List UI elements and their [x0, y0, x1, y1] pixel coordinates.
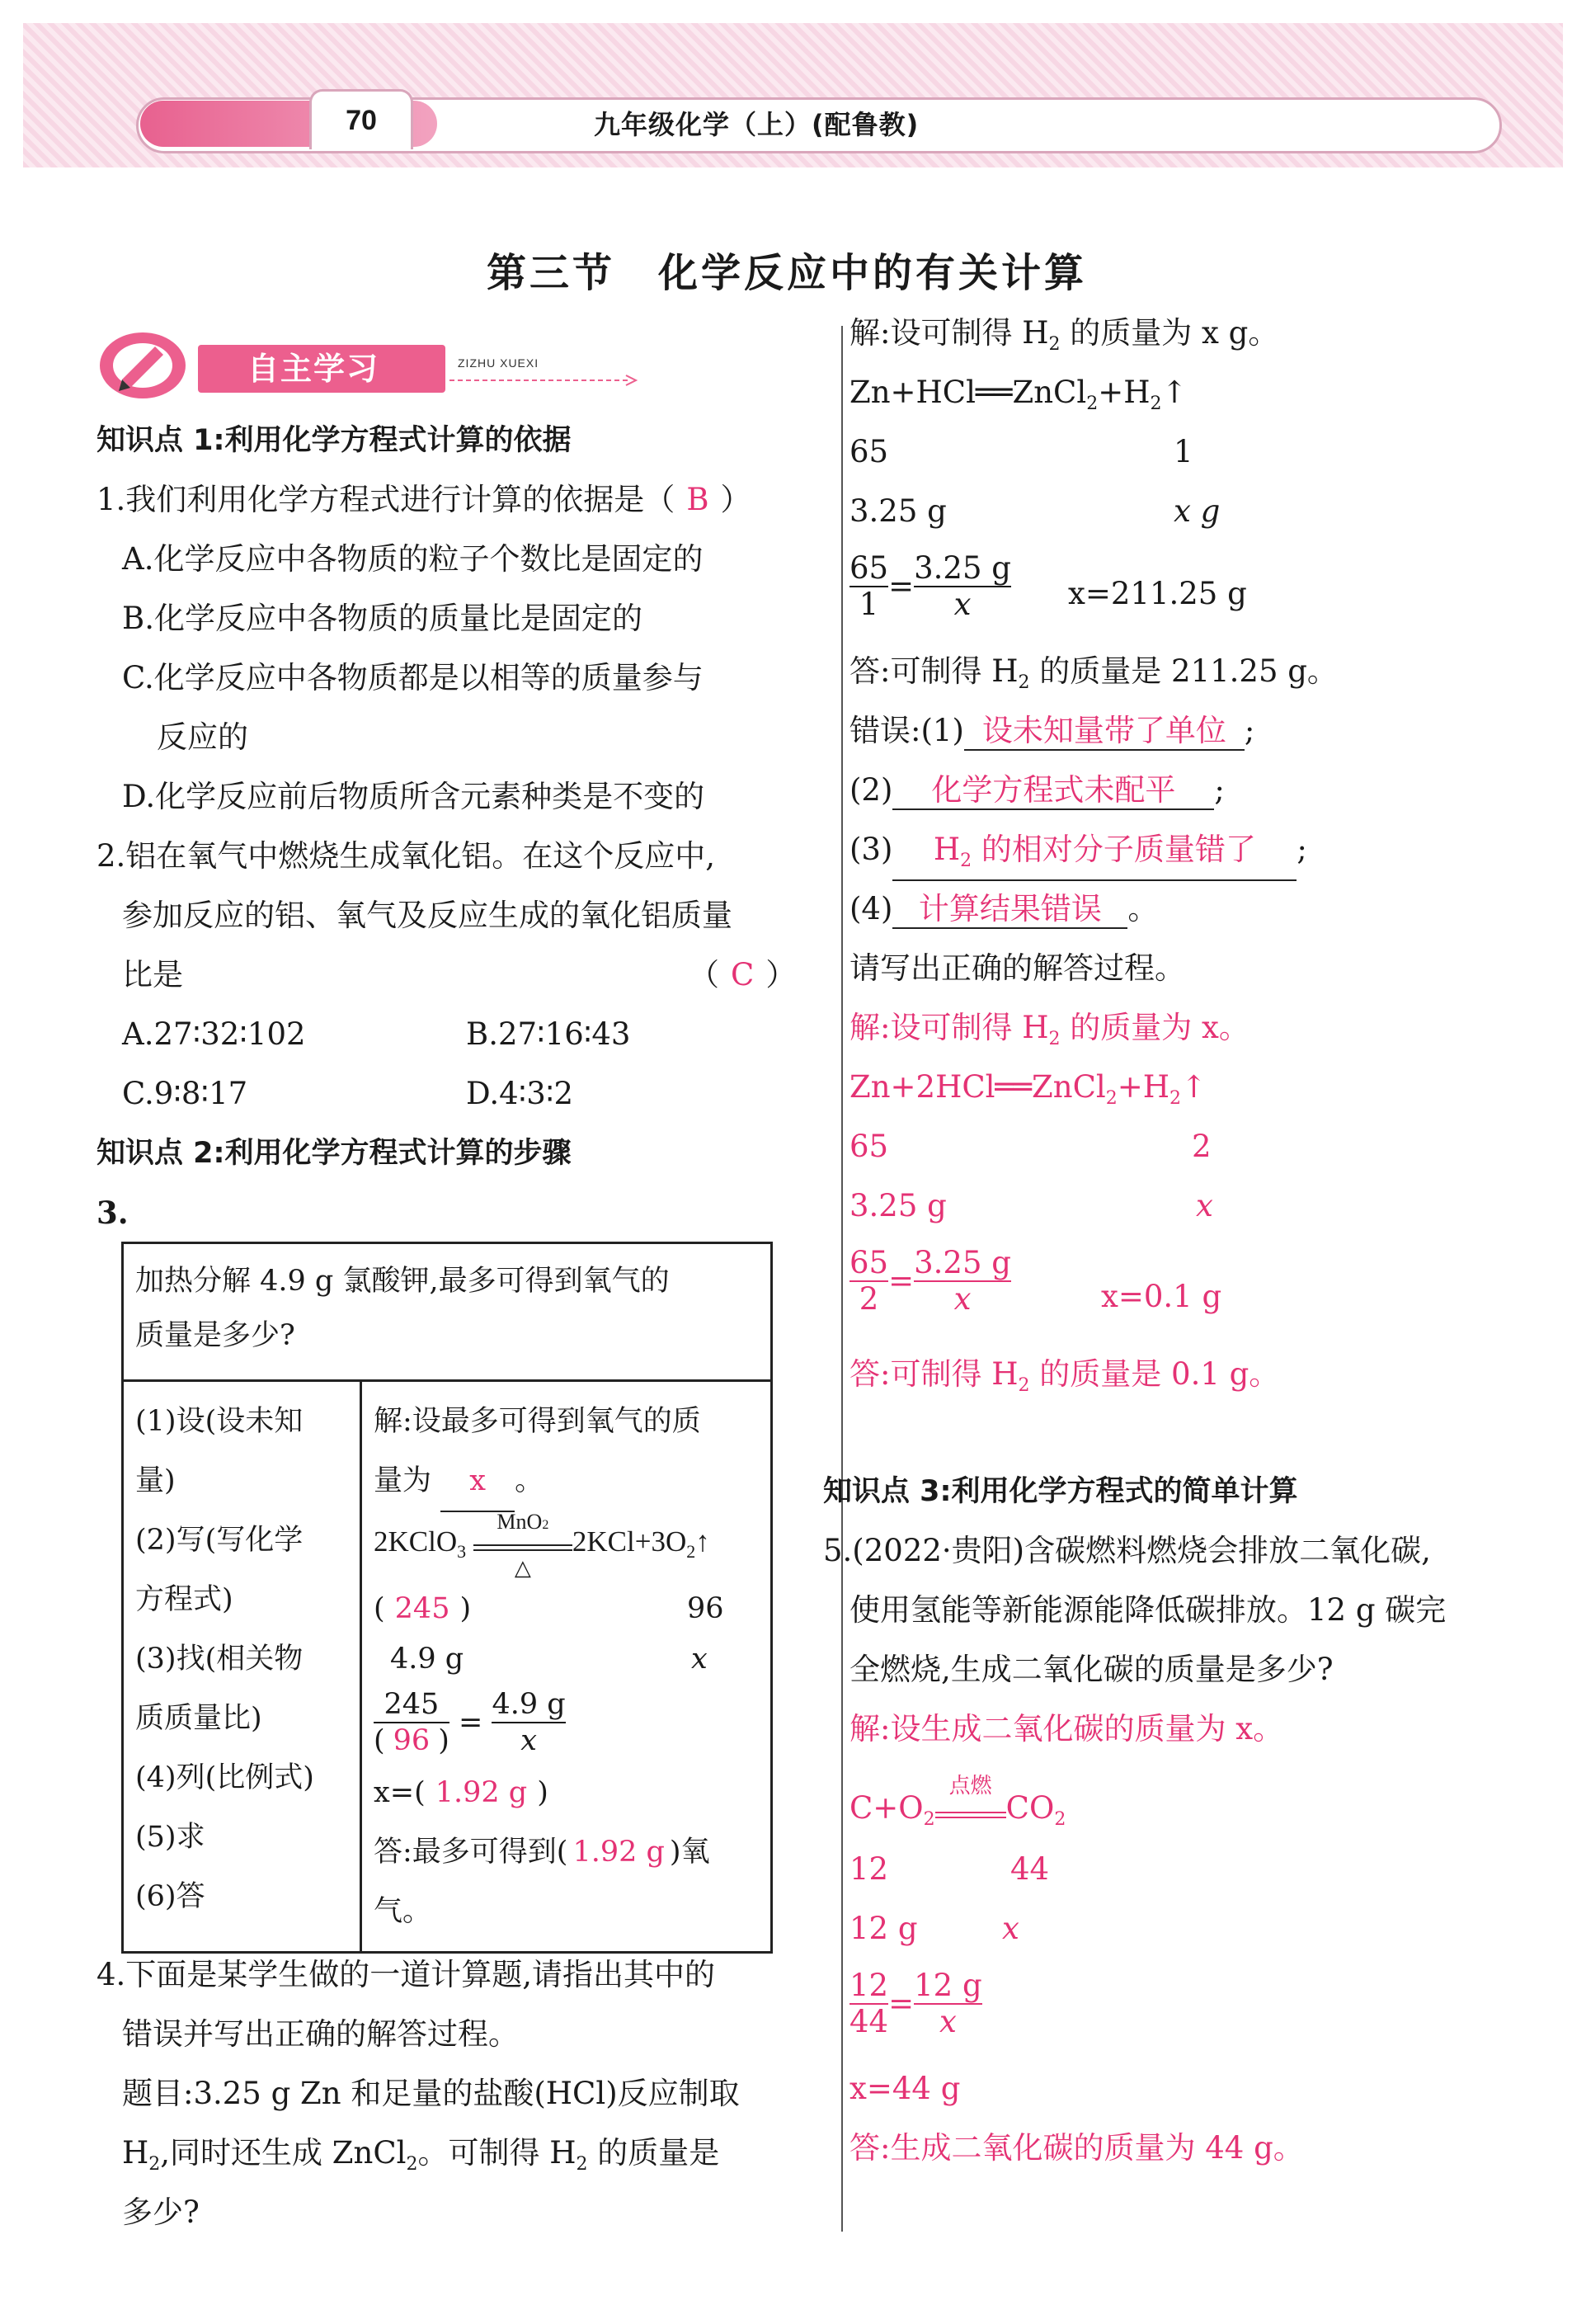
q3-step: (4)列(比例式): [135, 1761, 314, 1794]
q5-answer: 答:生成二氧化碳的质量为 44 g。: [849, 2130, 1304, 2166]
wrong-proportion: $\frac{65}{1}$ = $\frac{3.25 g}{x}$: [849, 550, 1011, 622]
wrong-mass-2: 1: [1174, 434, 1193, 469]
q3-step: 质质量比): [135, 1702, 262, 1735]
q1-stem: 1.我们利用化学方程式进行计算的依据是（ B ）: [96, 482, 751, 517]
q2-line2: 参加反应的铝、氧气及反应生成的氧化铝质量: [122, 898, 732, 933]
q5-given: 12 g: [849, 1911, 918, 1946]
badge-pinyin: ZIZHU XUEXI: [458, 356, 539, 370]
column-divider: [841, 326, 843, 2232]
q3-condition: MnO2 △: [473, 1530, 572, 1551]
wrong-l1: 解:设可制得 $H_2$ 的质量为 x g。: [849, 315, 1279, 355]
q2-option-a: A.27∶32∶102: [122, 1016, 306, 1052]
error-2: (2) 化学方程式未配平 ;: [849, 772, 1225, 810]
q3-problem-cell: [123, 1243, 772, 1381]
q1-option-d: D.化学反应前后物质所含元素种类是不变的: [122, 779, 705, 814]
q3-x-answer: x: [440, 1451, 515, 1512]
q5-solution-l1: 解:设生成二氧化碳的质量为 x。: [849, 1711, 1284, 1747]
wrong-given: 3.25 g: [849, 493, 947, 529]
q3-problem-l2: 质量是多少?: [135, 1319, 295, 1352]
book-title: 九年级化学（上）(配鲁教): [594, 109, 920, 140]
q4-line2: 错误并写出正确的解答过程。: [122, 2016, 519, 2052]
q5-line2: 使用氢能等新能源能降低碳排放。12 g 碳完: [849, 1592, 1447, 1628]
q5-line3: 全燃烧,生成二氧化碳的质量是多少?: [849, 1652, 1334, 1687]
q1-option-c-cont: 反应的: [157, 719, 248, 755]
error-1: 错误:(1) 设未知量带了单位 ;: [849, 713, 1254, 751]
q3-mass-answer: 245: [394, 1592, 450, 1625]
q3-number: 3.: [96, 1195, 129, 1231]
q5-result: x=44 g: [849, 2071, 961, 2106]
error-3: (3) $H_2$ 的相对分子质量错了 ;: [849, 832, 1307, 881]
wrong-equation: $Zn+HCl══ZnCl_2+H_2↑$: [849, 375, 1188, 414]
wrong-answer: 答:可制得 $H_2$ 的质量是 211.25 g。: [849, 653, 1338, 693]
q4-line5: 多少?: [122, 2194, 200, 2230]
q5-line1: 5.(2022·贵阳)含碳燃料燃烧会排放二氧化碳,: [823, 1533, 1431, 1568]
q4-line1: 4.下面是某学生做的一道计算题,请指出其中的: [96, 1957, 716, 1992]
q5-proportion: $\frac{12}{44}$ = $\frac{12 g}{x}$: [849, 1968, 982, 2039]
wrong-unknown: x g: [1174, 493, 1221, 529]
k2-heading: 知识点 2:利用化学方程式计算的步骤: [96, 1137, 572, 1170]
wrong-mass-1: 65: [849, 434, 889, 469]
q3-step: 量): [135, 1464, 176, 1497]
q3-step: 方程式): [135, 1583, 233, 1616]
q3-equation: 2KClO$_3$ MnO2 △ $2KCl+3O_2↑$: [374, 1510, 710, 1580]
q2-answer-bracket: （ C ）: [689, 957, 797, 992]
q3-problem-l1: 加热分解 4.9 g 氯酸钾,最多可得到氧气的: [135, 1265, 670, 1298]
q2-option-c: C.9∶8∶17: [122, 1076, 248, 1111]
q3-steps-cell: [123, 1381, 361, 1953]
q3-sol-l1: 解:设最多可得到氧气的质: [374, 1405, 701, 1438]
correct-mass-1: 65: [849, 1129, 889, 1164]
q4-line3: 题目:3.25 g Zn 和足量的盐酸(HCl)反应制取: [122, 2076, 740, 2111]
q1-option-a: A.化学反应中各物质的粒子个数比是固定的: [122, 541, 704, 577]
wrong-result: x=211.25 g: [1068, 576, 1247, 611]
page-number: 70: [309, 89, 413, 149]
correct-prompt: 请写出正确的解答过程。: [849, 950, 1185, 986]
q3-step: (5)求: [135, 1821, 205, 1854]
q1-option-b: B.化学反应中各物质的质量比是固定的: [122, 601, 642, 636]
correct-proportion: $\frac{65}{2}$ = $\frac{3.25 g}{x}$: [849, 1245, 1011, 1317]
correct-mass-2: 2: [1192, 1129, 1212, 1164]
q1-option-c: C.化学反应中各物质都是以相等的质量参与: [122, 660, 704, 695]
correct-equation: $Zn+2HCl══ZnCl_2+H_2↑$: [849, 1069, 1207, 1109]
q3-step: (6)答: [135, 1880, 205, 1913]
q5-mass-2: 44: [1010, 1851, 1050, 1887]
error-4: (4) 计算结果错误 。: [849, 891, 1158, 929]
correct-l1: 解:设可制得 $H_2$ 的质量为 x。: [849, 1010, 1250, 1049]
q3-result: x=( 1.92 g ): [374, 1776, 548, 1809]
q2-line3: 比是: [122, 957, 183, 992]
correct-given: 3.25 g: [849, 1188, 947, 1223]
q3-solution-cell: [361, 1381, 772, 1953]
badge-label: 自主学习: [247, 351, 380, 387]
k1-heading: 知识点 1:利用化学方程式计算的依据: [96, 424, 572, 457]
q2-option-b: B.27∶16∶43: [466, 1016, 631, 1052]
q3-proportion: $\frac{245}{( 96 )}$ = $\frac{4.9 g}{x}$: [374, 1688, 566, 1757]
q3-table: [121, 1242, 773, 1954]
q3-answer: 答:最多可得到( 1.92 g )氧气。: [374, 1836, 710, 1928]
correct-result: x=0.1 g: [1101, 1279, 1222, 1314]
q3-step: (3)找(相关物: [135, 1643, 304, 1676]
q3-mass-row: ( 245 ) 96: [374, 1592, 724, 1625]
q4-line4: $H_2$,同时还生成 ZnCl$_2$。可制得 $H_2$ 的质量是: [122, 2135, 720, 2175]
q5-unknown: x: [1002, 1911, 1019, 1946]
q5-mass-1: 12: [849, 1851, 889, 1887]
q3-step: (1)设(设未知: [135, 1405, 304, 1438]
pencil-badge-icon: [97, 328, 188, 403]
section-title: 第三节 化学反应中的有关计算: [487, 250, 1088, 296]
q5-equation: $C+O_2$ 点燃 $CO_2$: [849, 1774, 1066, 1830]
correct-answer: 答:可制得 $H_2$ 的质量是 0.1 g。: [849, 1356, 1280, 1396]
q2-answer: C: [731, 957, 755, 992]
badge-arrow-icon: [449, 373, 639, 388]
q3-sol-l2: 量为 x 。: [374, 1451, 759, 1512]
q2-line1: 2.铝在氧气中燃烧生成氧化铝。在这个反应中,: [96, 838, 716, 874]
error-4-answer: 计算结果错误: [892, 891, 1127, 929]
error-2-answer: 化学方程式未配平: [892, 772, 1214, 810]
q2-option-d: D.4∶3∶2: [466, 1076, 573, 1111]
q3-ratio-answer: 96: [393, 1724, 431, 1757]
error-3-answer: $H_2$ 的相对分子质量错了: [892, 832, 1297, 881]
correct-unknown: x: [1196, 1188, 1213, 1223]
q3-given-row: 4.9 g x: [390, 1643, 708, 1676]
q5-condition: 点燃: [935, 1797, 1006, 1818]
q3-answer-value: 1.92 g: [572, 1836, 665, 1869]
error-1-answer: 设未知量带了单位: [964, 713, 1245, 751]
q3-step: (2)写(写化学: [135, 1524, 304, 1557]
q1-answer: B: [686, 482, 709, 517]
k3-heading: 知识点 3:利用化学方程式的简单计算: [823, 1475, 1298, 1508]
q3-result-answer: 1.92 g: [435, 1776, 528, 1809]
